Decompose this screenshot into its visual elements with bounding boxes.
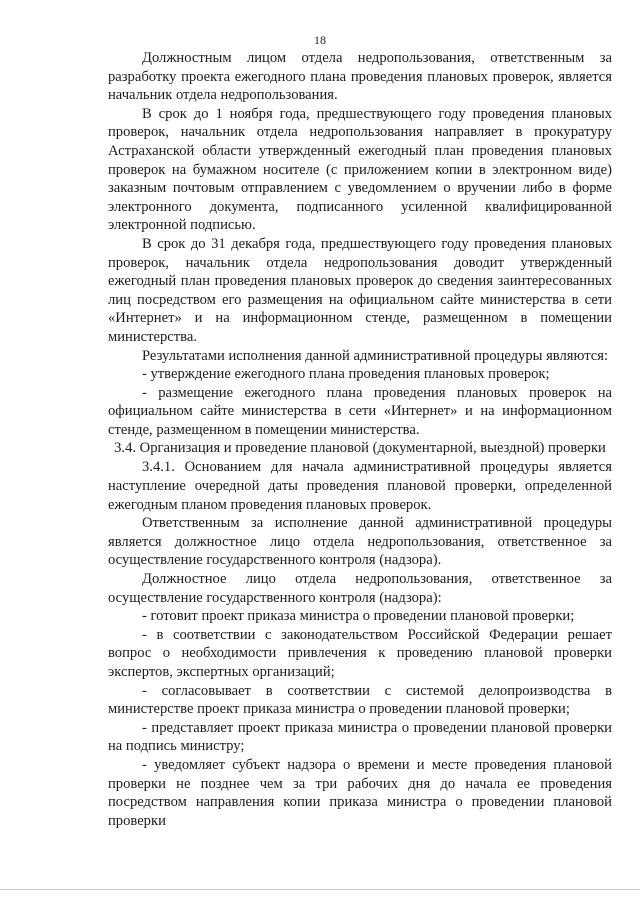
list-item: - представляет проект приказа министра о проведении плановой проверки на подпись министру; — [108, 719, 612, 755]
list-item: - утверждение ежегодного плана проведения плановых проверок; — [142, 366, 550, 383]
paragraph: В срок до 31 декабря года, предшествующего году проведения плановых проверок, начальник отдела недропользования доводит утвержденный ежегодный план проведения плановых проверок до сведения заинтересованных лиц посредством его размещения на официальном сайте министерства в сети «Интернет» и на информационном стенде, размещенном в помещении министерства. — [108, 235, 612, 345]
list-item: - готовит проект приказа министра о проведении плановой проверки; — [142, 608, 575, 625]
document-body — [108, 49, 612, 830]
list-item: - размещение ежегодного плана проведения плановых проверок на официальном сайте министерства в сети «Интернет» и на информационном стенде, размещенном в помещении министерства. — [108, 384, 612, 438]
section-heading: 3.4. Организация и проведение плановой (документарной, выездной) проверки — [114, 440, 606, 457]
page-number: 18 — [314, 33, 326, 47]
list-item: - согласовывает в соответствии с системой делопроизводства в министерстве проект приказа министра о проведении плановой проверки; — [108, 682, 612, 718]
list-item: - уведомляет субъект надзора о времени и месте проведения плановой проверки не позднее чем за три рабочих дня до начала ее проведения посредством направления копии приказа министра о проведении плановой проверки — [108, 756, 612, 829]
paragraph: В срок до 1 ноября года, предшествующего году проведения плановых проверок, начальник отдела недропользования направляет в прокуратуру Астраханской области утвержденный ежегодный план проведения плановых проверок на бумажном носителе (с приложением копии в электронном виде) заказным почтовым отправлением с уведомлением о вручении либо в форме электронного документа, подписанного усиленной квалифицированной электронной подписью. — [108, 105, 612, 234]
paragraph: 3.4.1. Основанием для начала административной процедуры является наступление очередной даты проведения плановой проверки, определенной ежегодным планом проведения плановых проверок. — [108, 459, 612, 513]
paragraph: Должностное лицо отдела недропользования, ответственное за осуществление государственного контроля (надзора): — [108, 571, 612, 606]
paragraph: Результатами исполнения данной административной процедуры являются: — [142, 347, 609, 364]
page-bottom-rule — [0, 889, 640, 890]
list-item: - в соответствии с законодательством Российской Федерации решает вопрос о необходимости привлечения к проведению плановой проверки экспертов, экспертных организаций; — [108, 626, 612, 680]
paragraph: Должностным лицом отдела недропользования, ответственным за разработку проекта ежегодного плана проведения плановых проверок, является начальник отдела недропользования. — [108, 50, 612, 104]
paragraph: Ответственным за исполнение данной административной процедуры является должностное лицо отдела недропользования, ответственное за осуществление государственного контроля (надзора). — [108, 515, 612, 569]
